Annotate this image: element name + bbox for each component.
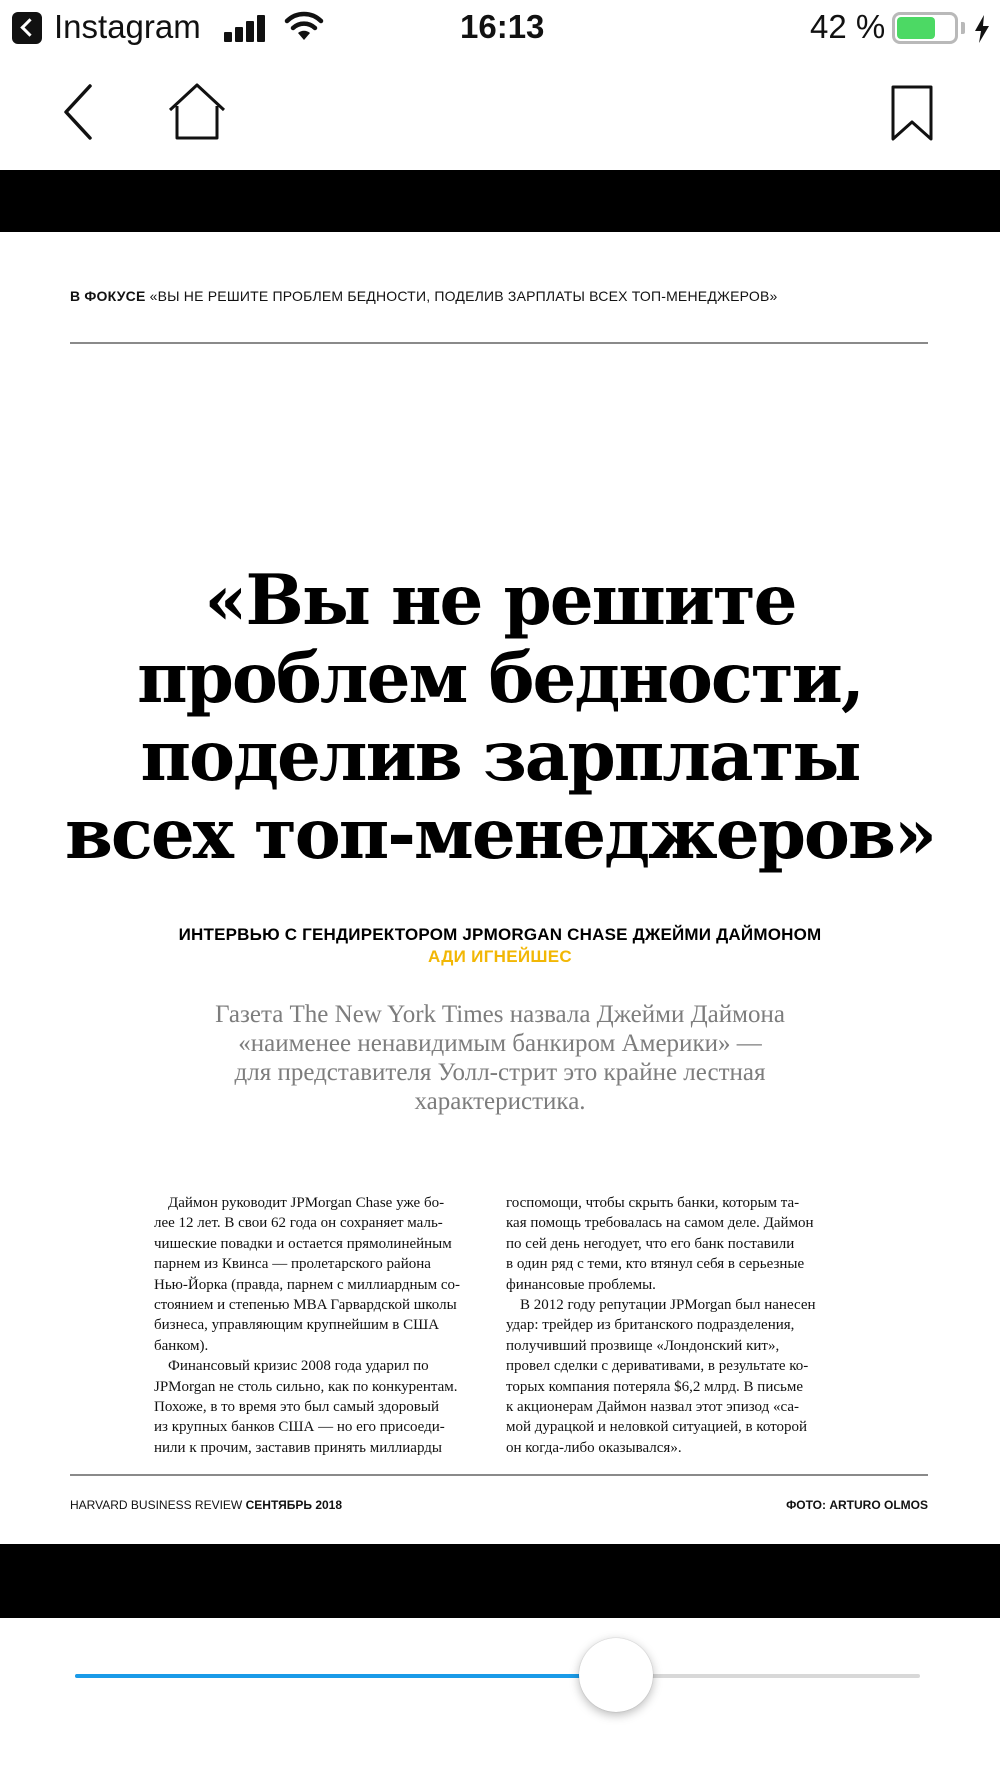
body-line: получивший прозвище «Лондонский кит», — [506, 1337, 780, 1354]
cellular-signal-icon — [224, 14, 268, 42]
body-line: Нью-Йорка (правда, парнем с миллиардным со- — [154, 1276, 460, 1293]
slider-progress-fill — [75, 1674, 616, 1678]
body-line: удар: трейдер из британского подразделения, — [506, 1317, 795, 1334]
chevron-left-icon[interactable] — [60, 82, 100, 142]
section-title: «ВЫ НЕ РЕШИТЕ ПРОБЛЕМ БЕДНОСТИ, ПОДЕЛИВ ЗАРПЛАТЫ ВСЕХ ТОП-МЕНЕДЖЕРОВ» — [149, 288, 778, 304]
headline-line: проблем бедности, — [137, 638, 863, 719]
body-line: стоянием и степенью MBA Гарвардской школы — [154, 1297, 457, 1314]
status-bar — [0, 0, 1000, 58]
page-bottom-border — [0, 1544, 1000, 1618]
page-slider[interactable] — [0, 1618, 1000, 1778]
battery-percentage: 42 % — [810, 8, 886, 45]
body-column-right — [506, 1193, 836, 1458]
article-subtitle: ИНТЕРВЬЮ С ГЕНДИРЕКТОРОМ JPMORGAN CHASE ДЖЕЙМИ ДАЙМОНОМ — [178, 925, 822, 944]
article-headline — [50, 562, 950, 874]
headline-line: всех топ-менеджеров» — [64, 794, 936, 875]
charging-bolt-icon — [972, 14, 992, 44]
section-kicker — [70, 288, 930, 304]
battery-level-fill — [897, 17, 935, 39]
body-line: мой дурацкой и неловкой ситуацией, в которой — [506, 1419, 808, 1436]
publication-name: HARVARD BUSINESS REVIEW — [70, 1498, 243, 1512]
body-line: в один ряд с теми, кто втянул себя в серьезные — [506, 1256, 805, 1273]
photo-credit: ФОТО: ARTURO OLMOS — [786, 1498, 928, 1512]
back-to-app-icon[interactable] — [12, 12, 42, 44]
home-icon[interactable] — [166, 82, 228, 142]
slider-track[interactable] — [75, 1674, 920, 1678]
lead-line: характеристика. — [414, 1088, 586, 1115]
body-line: он когда-либо оказывался». — [506, 1439, 682, 1456]
lead-line: Газета The New York Times назвала Джейми Даймона — [215, 1001, 785, 1028]
magazine-page[interactable] — [0, 232, 1000, 1544]
slider-thumb[interactable] — [579, 1638, 653, 1712]
body-line: госпомощи, чтобы скрыть банки, которым та- — [506, 1195, 800, 1211]
battery-icon — [892, 12, 958, 44]
article-author: АДИ ИГНЕЙШЕС — [428, 947, 572, 966]
headline-line: поделив зарплаты — [140, 716, 860, 797]
body-line: лее 12 лет. В свои 62 года он сохраняет маль- — [154, 1215, 443, 1232]
back-to-app-label[interactable]: Instagram — [54, 8, 201, 45]
battery-cap — [961, 22, 965, 34]
footer-publication — [70, 1498, 342, 1512]
header-divider — [70, 342, 928, 344]
body-line: банком). — [154, 1337, 209, 1354]
body-line: Финансовый кризис 2008 года ударил по — [168, 1358, 429, 1375]
lead-line: «наименее ненавидимым банкиром Америки» — — [238, 1030, 762, 1057]
body-line: по сей день негодует, что его банк поставили — [506, 1235, 795, 1252]
body-column-left — [154, 1193, 481, 1458]
headline-line: «Вы не решите — [204, 560, 796, 641]
body-line: чишеские повадки и остается прямолинейным — [154, 1235, 452, 1252]
page-top-border — [0, 170, 1000, 232]
body-line: из крупных банков США — но его присоеди- — [154, 1419, 445, 1436]
body-line: бизнеса, управляющим крупнейшим в США — [154, 1317, 440, 1334]
body-line: кая помощь требовалась на самом деле. Даймон — [506, 1215, 814, 1232]
body-line: нили к прочим, заставив принять миллиарды — [154, 1439, 442, 1456]
body-line: финансовые проблемы. — [506, 1276, 656, 1293]
bookmark-icon[interactable] — [890, 84, 934, 142]
body-line: к акционерам Даймон назвал этот эпизод «са- — [506, 1399, 800, 1416]
body-line: Похоже, в то время это был самый здоровый — [154, 1399, 439, 1416]
section-label: В ФОКУСЕ — [70, 288, 146, 304]
body-line: В 2012 году репутации JPMorgan был нанесен — [520, 1297, 816, 1314]
wifi-icon — [284, 10, 324, 42]
body-line: парнем из Квинса — пролетарского района — [154, 1256, 431, 1273]
body-line: Даймон руководит JPMorgan Chase уже бо- — [168, 1195, 445, 1211]
article-lead — [140, 1000, 860, 1116]
body-line: торых компания потеряла $6,2 млрд. В письме — [506, 1378, 804, 1395]
body-line: провел сделки с деривативами, в результате ко- — [506, 1358, 809, 1375]
reader-toolbar — [0, 58, 1000, 170]
body-line: JPMorgan не столь сильно, как по конкурентам. — [154, 1378, 458, 1395]
publication-issue: СЕНТЯБРЬ 2018 — [245, 1498, 343, 1512]
footer-divider — [70, 1474, 928, 1476]
lead-line: для представителя Уолл-стрит это крайне лестная — [234, 1059, 766, 1086]
clock: 16:13 — [460, 8, 545, 45]
